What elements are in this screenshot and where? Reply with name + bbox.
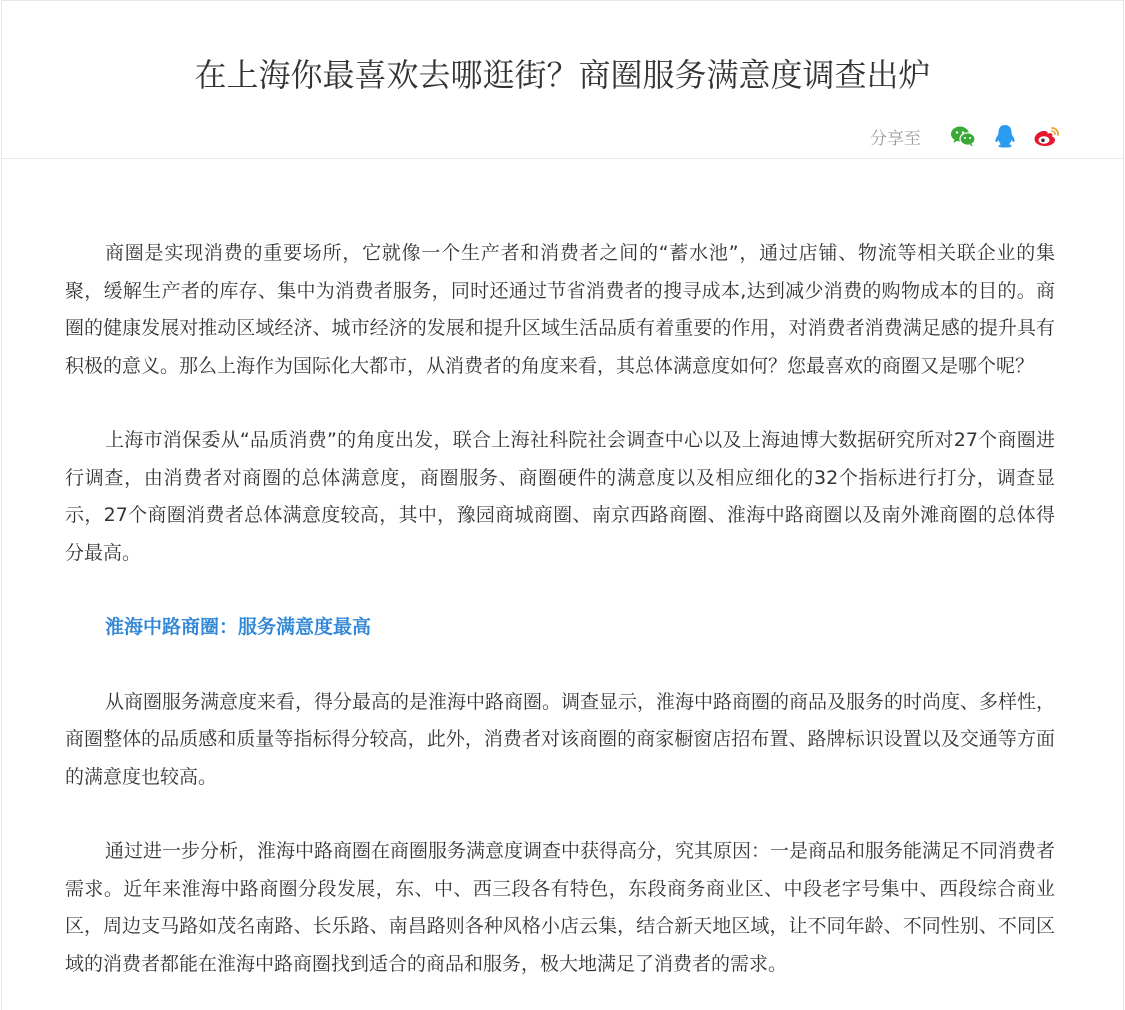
section-heading: 淮海中路商圈：服务满意度最高 — [105, 616, 372, 638]
article-header — [2, 1, 1123, 159]
share-wechat-button[interactable] — [949, 122, 977, 150]
qq-icon — [994, 124, 1016, 148]
article-body — [65, 235, 1055, 1010]
paragraph: 上海市消保委从“品质消费”的角度出发，联合上海社科院社会调查中心以及上海迪博大数据研究所对27个商圈进行调查，由消费者对商圈的总体满意度，商圈服务、商圈硬件的满意度以及相应细化的32个指标进行打分，调查显示，27个商圈消费者总体满意度较高，其中，豫园商城商圈、南京西路商圈、淮海中路商圈以及南外滩商圈的总体得分最高。 — [65, 429, 1055, 564]
paragraph: 商圈是实现消费的重要场所，它就像一个生产者和消费者之间的“蓄水池”，通过店铺、物流等相关联企业的集聚，缓解生产者的库存、集中为消费者服务，同时还通过节省消费者的搜寻成本,达到减少消费的购物成本的目的。商圈的健康发展对推动区域经济、城市经济的发展和提升区域生活品质有着重要的作用，对消费者消费满足感的提升具有积极的意义。那么上海作为国际化大都市，从消费者的角度来看，其总体满意度如何？您最喜欢的商圈又是哪个呢？ — [65, 242, 1055, 377]
share-qq-button[interactable] — [991, 122, 1019, 150]
wechat-icon — [950, 125, 976, 147]
paragraph: 通过进一步分析，淮海中路商圈在商圈服务满意度调查中获得高分，究其原因：一是商品和服务能满足不同消费者需求。近年来淮海中路商圈分段发展，东、中、西三段各有特色，东段商务商业区、中段老字号集中、西段综合商业区，周边支马路如茂名南路、长乐路、南昌路则各种风格小店云集，结合新天地区域，让不同年龄、不同性别、不同区域的消费者都能在淮海中路商圈找到适合的商品和服务，极大地满足了消费者的需求。 — [65, 840, 1056, 975]
article-title: 在上海你最喜欢去哪逛街？商圈服务满意度调查出炉 — [194, 56, 931, 94]
share-bar — [870, 121, 1061, 151]
share-weibo-button[interactable] — [1033, 122, 1061, 150]
paragraph: 从商圈服务满意度来看，得分最高的是淮海中路商圈。调查显示，淮海中路商圈的商品及服务的时尚度、多样性，商圈整体的品质感和质量等指标得分较高，此外，消费者对该商圈的商家橱窗店招布置、路牌标识设置以及交通等方面的满意度也较高。 — [65, 690, 1056, 788]
article-page — [1, 0, 1124, 1010]
share-label: 分享至 — [870, 128, 921, 149]
weibo-icon — [1033, 124, 1061, 148]
